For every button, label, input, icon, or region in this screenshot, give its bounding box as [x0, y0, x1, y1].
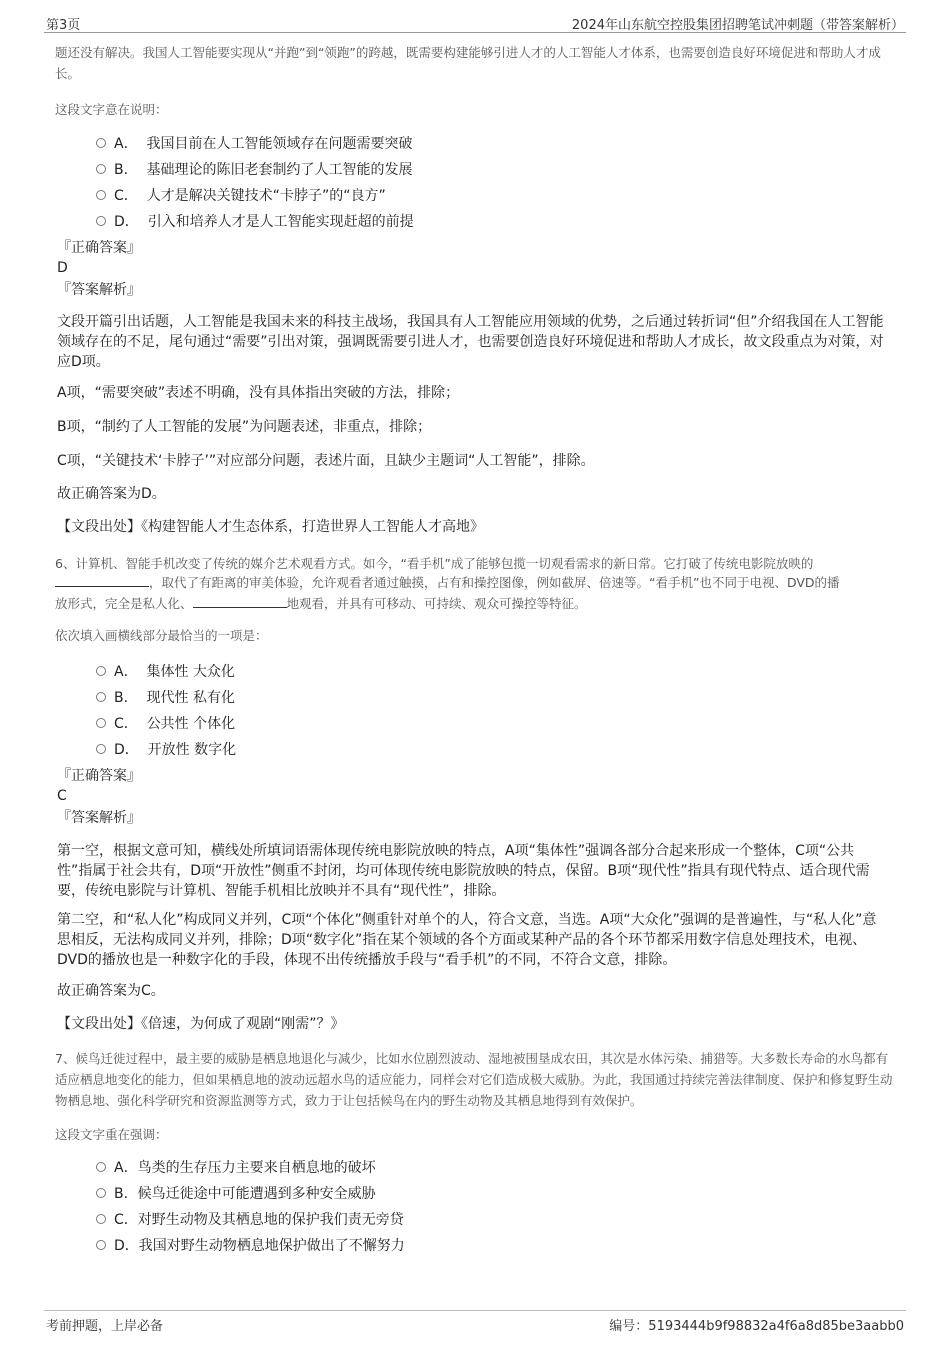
blank-2: [193, 593, 287, 608]
q5-analysis-p2: A项，“需要突破”表述不明确，没有具体指出突破的方法，排除；: [57, 385, 460, 401]
q5-analysis-p1: 文段开篇引出话题，人工智能是我国未来的科技主战场，我国具有人工智能应用领域的优势，之后通过转折词“但”介绍我国在人工智能领域存在的不足，尾句通过“需要”引出对策，强调既需要引进人才，也需要创造良好环境促进和帮助人才成长，故文段重点为对策，对应D项。: [57, 314, 884, 370]
blank-1: [55, 572, 149, 587]
q6-analysis-p2: 第二空，和“私人化”构成同义并列，C项“个体化”侧重针对单个的人，符合文意，当选。A项“大众化”强调的是普遍性，与“私人化”意思相反，无法构成同义并列，排除；D项“数字化”指在某个领域的各个方面或某种产品的各个环节都采用数字信息处理技术，电视、DVD的播放也是一种数字化的手段，体现不出传统播放手段与“看手机”的不同，不符合文意，排除。: [57, 912, 877, 968]
q6-analysis-p1: 第一空，根据文意可知，横线处所填词语需体现传统电影院放映的特点，A项“集体性”强调各部分合起来形成一个整体，C项“公共性”指属于社会共有，D项“开放性”侧重不封闭，均可体现传统电影院放映的特点，保留。B项“现代性”指具有现代特点、适合现代需要，传统电影院与计算机、智能手机相比放映并不具有“现代性”，排除。: [57, 843, 870, 899]
q5-option-d[interactable]: D． 引入和培养人才是人工智能实现赶超的前提: [96, 212, 414, 232]
page-number: 第3页: [46, 18, 81, 33]
q5-analysis-p3: B项，“制约了人工智能的发展”为问题表述，非重点，排除；: [57, 419, 432, 435]
q5-analysis-label: 『答案解析』: [57, 282, 141, 298]
radio-icon[interactable]: [96, 138, 106, 148]
q5-source: 【文段出处】《构建智能人才生态体系，打造世界人工智能人才高地》: [57, 519, 484, 535]
q5-answer-label: 『正确答案』: [57, 240, 141, 256]
document-title: 2024年山东航空控股集团招聘笔试冲刺题（带答案解析）: [571, 18, 904, 33]
q6-source: 【文段出处】《倍速，为何成了观剧“刚需”？》: [57, 1016, 345, 1032]
q7-option-d[interactable]: D．我国对野生动物栖息地保护做出了不懈努力: [96, 1236, 405, 1256]
document-code: 编号：5193444b9f98832a4f6a8d85be3aabb0: [609, 1319, 904, 1334]
q7-prompt: 这段文字重在强调：: [55, 1127, 168, 1142]
q5-prompt: 这段文字意在说明：: [55, 102, 168, 117]
q5-option-a[interactable]: A． 我国目前在人工智能领域存在问题需要突破: [96, 134, 412, 154]
radio-icon[interactable]: [96, 744, 106, 754]
radio-icon[interactable]: [96, 692, 106, 702]
q7-option-a[interactable]: A．鸟类的生存压力主要来自栖息地的破坏: [96, 1158, 376, 1178]
page-footer: [44, 1310, 906, 1333]
q5-option-c[interactable]: C． 人才是解决关键技术“卡脖子”的“良方”: [96, 186, 386, 206]
radio-icon[interactable]: [96, 666, 106, 676]
q6-stem-line3: 放形式，完全是私人化、 地观看，并具有可移动、可持续、观众可操控等特征。: [55, 593, 895, 614]
q5-answer: D: [57, 260, 68, 276]
q6-option-d[interactable]: D． 开放性 数字化: [96, 740, 236, 760]
q6-stem-line1: 6、计算机、智能手机改变了传统的媒介艺术观看方式。如今，“看手机”成了能够包揽一切观看需求的新日常。它打破了传统电影院放映的: [55, 556, 814, 571]
q5-analysis-p5: 故正确答案为D。: [57, 486, 166, 502]
q5-option-b[interactable]: B． 基础理论的陈旧老套制约了人工智能的发展: [96, 160, 413, 180]
radio-icon[interactable]: [96, 1214, 106, 1224]
q7-option-b[interactable]: B．候鸟迁徙途中可能遭遇到多种安全威胁: [96, 1184, 376, 1204]
q6-analysis-p3: 故正确答案为C。: [57, 983, 165, 999]
radio-icon[interactable]: [96, 1240, 106, 1250]
footer-slogan: 考前押题，上岸必备: [46, 1319, 164, 1334]
q6-option-c[interactable]: C． 公共性 个体化: [96, 714, 235, 734]
q5-analysis-p4: C项，“关键技术‘卡脖子’”对应部分问题，表述片面，且缺少主题词“人工智能”，排除。: [57, 453, 595, 469]
q6-answer: C: [57, 788, 67, 804]
radio-icon[interactable]: [96, 718, 106, 728]
radio-icon[interactable]: [96, 1162, 106, 1172]
radio-icon[interactable]: [96, 216, 106, 226]
q6-option-a[interactable]: A． 集体性 大众化: [96, 662, 235, 682]
q7-option-c[interactable]: C．对野生动物及其栖息地的保护我们责无旁贷: [96, 1210, 404, 1230]
q6-option-b[interactable]: B． 现代性 私有化: [96, 688, 235, 708]
page-header: [44, 12, 906, 33]
q7-stem: 7、候鸟迁徙过程中，最主要的威胁是栖息地退化与减少，比如水位剧烈波动、湿地被围垦成农田，其次是水体污染、捕猎等。大多数长寿命的水鸟都有适应栖息地变化的能力，但如果栖息地的波动远超水鸟的适应能力，同样会对它们造成极大威胁。为此，我国通过持续完善法律制度、保护和修复野生动物栖息地、强化科学研究和资源监测等方式，致力于让包括候鸟在内的野生动物及其栖息地得到有效保护。: [55, 1051, 893, 1108]
radio-icon[interactable]: [96, 190, 106, 200]
q6-stem-line2: ，取代了有距离的审美体验，允许观看者通过触摸，占有和操控图像，例如截屏、倍速等。“看手机”也不同于电视、DVD的播: [55, 572, 895, 593]
q6-prompt: 依次填入画横线部分最恰当的一项是：: [55, 628, 268, 643]
radio-icon[interactable]: [96, 1188, 106, 1198]
q5-stem-tail: 题还没有解决。我国人工智能要实现从“并跑”到“领跑”的跨越，既需要构建能够引进人才的人工智能人才体系，也需要创造良好环境促进和帮助人才成长。: [55, 45, 881, 81]
q6-answer-label: 『正确答案』: [57, 768, 141, 784]
radio-icon[interactable]: [96, 164, 106, 174]
q6-analysis-label: 『答案解析』: [57, 810, 141, 826]
